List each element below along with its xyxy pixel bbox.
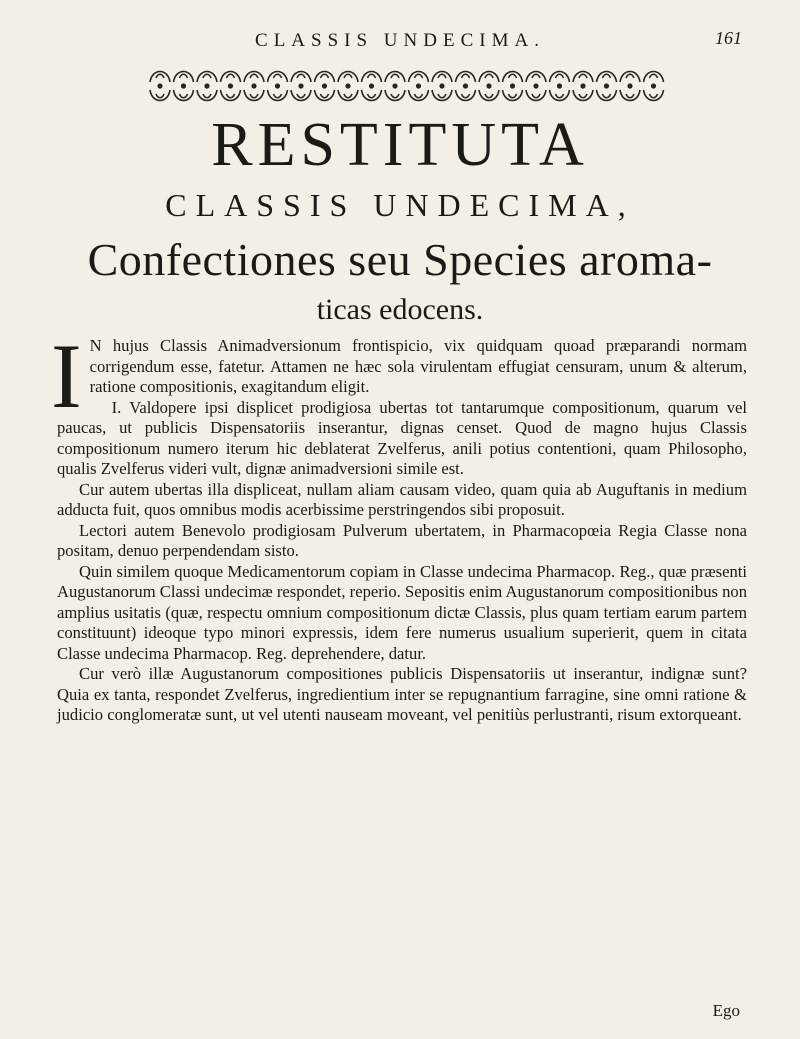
paragraph-1 [51,325,747,427]
ornament-curl [573,90,593,101]
ornament-curl [291,72,311,83]
ornament-curl [150,72,170,83]
ornament-curl [573,72,593,83]
ornament-dot [581,84,585,88]
ornament-curl [644,72,664,83]
ornament-curl [597,72,617,83]
ornament-curl [150,90,170,101]
paragraph-5: Quin similem quoque Medicamentorum copiam in Classe undecima Pharmacop. Reg., quæ præsenti Augustanorum Classi undecimæ respondet, reperio. Sepositis enim Augustanorum compositionibus non amplius usitatis (quæ, respectu omnium compositionum dictæ Classis, plus quam tertiam earum partem constituunt) ideoque typo minori expressis, idem fere numerus usualium superierit, quem in citata Classe undecima Pharmacop. Reg. deprehendere, datur. [57,561,747,663]
ornament-curl [409,90,429,101]
ornament-curl [268,90,288,101]
page-number: 161 [715,28,742,48]
ornament-dot [628,84,632,88]
ornament-curl [338,90,358,101]
ornament-curl [503,72,523,83]
ornament-curl [174,90,194,101]
title-sub: CLASSIS UNDECIMA, [165,187,635,223]
ornament-dot [511,84,515,88]
ornament-dot [252,84,256,88]
ornament-curl [197,72,217,83]
ornament-curl [315,90,335,101]
paragraph-3: Cur autem ubertas illa displiceat, nullam aliam causam video, quam quia ab Auguftanis in medium adducta fuit, quos omnibus modis acerbissime perstringendos sibi proposuit. [57,479,747,519]
ornament-dot [158,84,162,88]
ornament-curl [362,72,382,83]
ornament-dot [487,84,491,88]
ornament-curl [432,90,452,101]
ornament-curl [503,90,523,101]
ornament-curl [409,72,429,83]
ornament-curl [362,90,382,101]
ornament-dot [346,84,350,88]
ornament-curl [268,72,288,83]
ornament-curl [244,90,264,101]
title-line-2: ticas edocens. [316,293,484,326]
ornament-dot [534,84,538,88]
running-head: CLASSIS UNDECIMA. [255,30,545,51]
ornament-dot [299,84,303,88]
ornament-dot [464,84,468,88]
ornament-curl [526,72,546,83]
ornament-curl [244,72,264,83]
drop-initial: I [51,325,82,427]
ornament-dot [229,84,233,88]
catchword: Ego [712,1001,740,1020]
ornament-dot [417,84,421,88]
ornament-curl [197,90,217,101]
ornament-curl [221,72,241,83]
ornament-dot [323,84,327,88]
ornament-curl [620,90,640,101]
body-text [51,325,747,726]
title-main: RESTITUTA [211,111,589,179]
ornament-dot [605,84,609,88]
paragraph-2: I. Valdopere ipsi displicet prodigiosa ubertas tot tantarumque compositionum, quarum vel paucas, ut publicis Dispensatoriis inserantur, dignas censet. Quod de magno hujus Classis compositionum numero iterum hic deblaterat Zvelferus, anili potius contentioni, quam Philosopho, qualis Zvelferus videri vult, dignæ animadversioni simile est. [57,397,747,478]
ornament-curl [550,90,570,101]
ornament-curl [456,90,476,101]
ornament-dot [370,84,374,88]
ornament-dot [276,84,280,88]
ornament-curl [385,90,405,101]
ornament-curl [174,72,194,83]
ornament-border-icon [148,66,675,108]
ornament-curl [385,72,405,83]
ornament-curl [479,90,499,101]
paragraph-1-text: N hujus Classis Animadversionum frontispicio, vix quidquam quoad præparandi normam corrigendum esse, fatetur. Attamen ne hæc sola virulentam effugiat censuram, unum & alterum, ratione compositionis, exagitandum eligit. [89,336,747,396]
ornament-curl [291,90,311,101]
ornament-curl [620,72,640,83]
paragraph-4: Lectori autem Benevolo prodigiosam Pulverum ubertatem, in Pharmacopœia Regia Classe nona positam, denuo perpendendam sisto. [57,520,747,560]
ornament-curl [479,72,499,83]
paragraph-6: Cur verò illæ Augustanorum compositiones publicis Dispensatoriis ut inserantur, indignæ sunt? Quia ex tanta, respondet Zvelferus, ingredientium inter se repugnantium farragine, sine omni ratione & judicio conglomeratæ sunt, ut vel utenti nauseam moveant, vel penitiùs perlustranti, risum extorqueant. [57,664,747,724]
ornament-curl [597,90,617,101]
ornament-dot [393,84,397,88]
ornament-dot [558,84,562,88]
ornament-dot [205,84,209,88]
ornament-dot [652,84,656,88]
ornament-curl [315,72,335,83]
ornament-curl [644,90,664,101]
ornament-dot [440,84,444,88]
ornament-dot [182,84,186,88]
ornament-curl [550,72,570,83]
ornament-curl [338,72,358,83]
ornament-curl [432,72,452,83]
ornament-curl [526,90,546,101]
ornament-curl [456,72,476,83]
ornament-curl [221,90,241,101]
title-line-1: Confectiones seu Species aroma- [87,234,713,285]
